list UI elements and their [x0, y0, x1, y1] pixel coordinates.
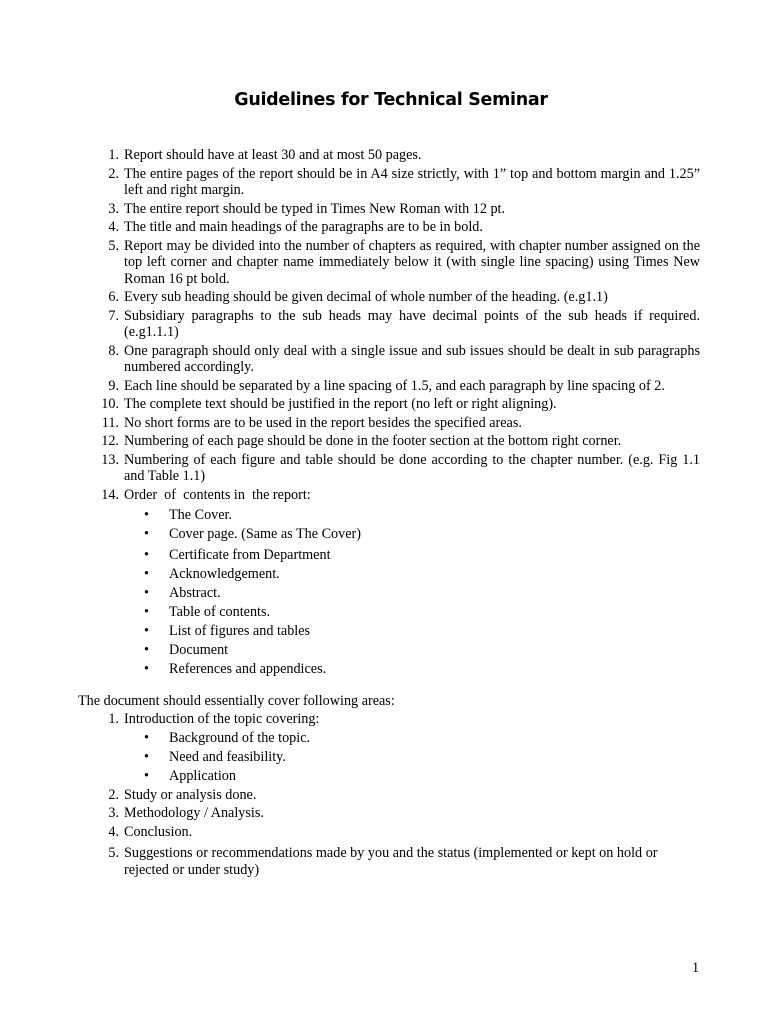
list-text: The entire pages of the report should be in A4 size strictly, with 1” top and bottom margin and 1.25” left and right margin.: [124, 165, 700, 198]
list-number: 8.: [108, 342, 119, 359]
bullet-text: Background of the topic.: [169, 729, 311, 746]
list-text: The entire report should be typed in Times New Roman with 12 pt.: [124, 200, 506, 217]
bullet-item: [0, 585, 768, 604]
list-text: Suggestions or recommendations made by you and the status (implemented or kept on hold or rejected or under study): [124, 845, 658, 878]
list-number: 5.: [108, 845, 119, 861]
list-item: [0, 201, 768, 218]
page-number: 1: [692, 960, 700, 976]
bullet-item: [0, 547, 768, 566]
list-item: [0, 433, 768, 450]
list-text: Conclusion.: [124, 823, 193, 840]
bullet-icon: •: [144, 642, 149, 658]
bullet-icon: •: [144, 623, 149, 639]
list-text: Study or analysis done.: [124, 786, 257, 803]
intro-subitems-list: [0, 730, 768, 787]
bullet-text: Cover page. (Same as The Cover): [169, 526, 361, 542]
bullet-icon: •: [144, 585, 149, 601]
bullet-text: The Cover.: [169, 507, 233, 523]
bullet-text: Document: [169, 642, 229, 658]
bullet-text: Abstract.: [169, 585, 221, 601]
list-item: [0, 308, 768, 341]
list-number: 7.: [108, 307, 119, 324]
list-item: [0, 289, 768, 306]
list-item: [0, 487, 768, 504]
bullet-icon: •: [144, 507, 149, 523]
guidelines-list: [0, 147, 768, 680]
list-item: [0, 396, 768, 413]
list-number: 2.: [108, 786, 119, 803]
areas-list: [0, 711, 768, 878]
list-item: [0, 452, 768, 485]
bullet-icon: •: [144, 604, 149, 620]
list-text: Every sub heading should be given decimal of whole number of the heading. (e.g1.1): [124, 289, 608, 305]
list-text: Numbering of each page should be done in the footer section at the bottom right corner.: [124, 433, 622, 449]
bullet-item: [0, 661, 768, 680]
bullet-icon: •: [144, 729, 149, 746]
list-item: [0, 824, 768, 841]
list-number: 4.: [108, 219, 119, 235]
bullet-icon: •: [144, 767, 149, 784]
list-number: 5.: [108, 237, 119, 254]
bullet-icon: •: [144, 566, 149, 582]
list-text: The complete text should be justified in the report (no left or right aligning).: [124, 396, 557, 412]
bullet-item: [0, 566, 768, 585]
list-text: Report should have at least 30 and at most 50 pages.: [124, 147, 422, 163]
bullet-text: Application: [169, 767, 236, 784]
list-text: The title and main headings of the paragraphs are to be in bold.: [124, 219, 483, 235]
list-number: 3.: [108, 805, 119, 821]
list-item: [0, 845, 768, 878]
bullet-item: [0, 526, 768, 547]
list-item: [0, 787, 768, 804]
bullet-item: [0, 730, 768, 749]
bullet-icon: •: [144, 547, 149, 563]
list-number: 1.: [108, 147, 119, 163]
page-title: Guidelines for Technical Seminar: [234, 90, 548, 110]
bullet-icon: •: [144, 748, 149, 765]
bullet-item: [0, 749, 768, 768]
bullet-item: [0, 642, 768, 661]
bullet-text: Certificate from Department: [169, 547, 331, 563]
list-text: Introduction of the topic covering:: [124, 711, 320, 727]
list-item: [0, 238, 768, 288]
bullet-item: [0, 604, 768, 623]
list-text: Methodology / Analysis.: [124, 805, 264, 821]
bullet-text: List of figures and tables: [169, 623, 311, 639]
list-item: [0, 378, 768, 395]
list-text: One paragraph should only deal with a single issue and sub issues should be dealt in sub paragraphs numbered accordingly.: [124, 342, 700, 375]
bullet-text: References and appendices.: [169, 661, 327, 677]
list-number: 11.: [101, 414, 119, 431]
list-number: 4.: [108, 823, 119, 840]
list-item: [0, 343, 768, 376]
list-number: 12.: [101, 433, 119, 449]
list-number: 9.: [108, 377, 119, 394]
list-item: [0, 219, 768, 236]
list-number: 6.: [108, 289, 119, 305]
list-item: [0, 805, 768, 822]
areas-intro: The document should essentially cover following areas:: [78, 693, 395, 709]
list-item: [0, 711, 768, 728]
list-number: 2.: [108, 165, 119, 182]
list-number: 14.: [101, 486, 119, 503]
contents-order-list: [0, 507, 768, 680]
list-text: Report may be divided into the number of chapters as required, with chapter number assigned on the top left corner and chapter name immediately below it (with single line spacing) using Times New Roman 16 pt bold.: [124, 237, 700, 287]
bullet-item: [0, 623, 768, 642]
list-number: 1.: [108, 711, 119, 727]
list-text: No short forms are to be used in the report besides the specified areas.: [124, 414, 522, 431]
list-text: Subsidiary paragraphs to the sub heads may have decimal points of the sub heads if required. (e.g1.1.1): [124, 307, 700, 340]
bullet-item: [0, 507, 768, 526]
list-number: 3.: [108, 200, 119, 217]
bullet-text: Acknowledgement.: [169, 566, 280, 582]
list-item: [0, 166, 768, 199]
bullet-item: [0, 768, 768, 787]
list-number: 13.: [101, 451, 119, 468]
list-text: Numbering of each figure and table should be done according to the chapter number. (e.g. Fig 1.1 and Table 1.1): [124, 451, 700, 484]
list-number: 10.: [101, 396, 119, 412]
list-text: Order of contents in the report:: [124, 486, 311, 503]
bullet-icon: •: [144, 526, 149, 542]
bullet-text: Table of contents.: [169, 604, 271, 620]
list-item: [0, 415, 768, 432]
bullet-text: Need and feasibility.: [169, 748, 286, 765]
list-text: Each line should be separated by a line spacing of 1.5, and each paragraph by line spacing of 2.: [124, 377, 665, 394]
list-item: [0, 147, 768, 164]
bullet-icon: •: [144, 661, 149, 677]
